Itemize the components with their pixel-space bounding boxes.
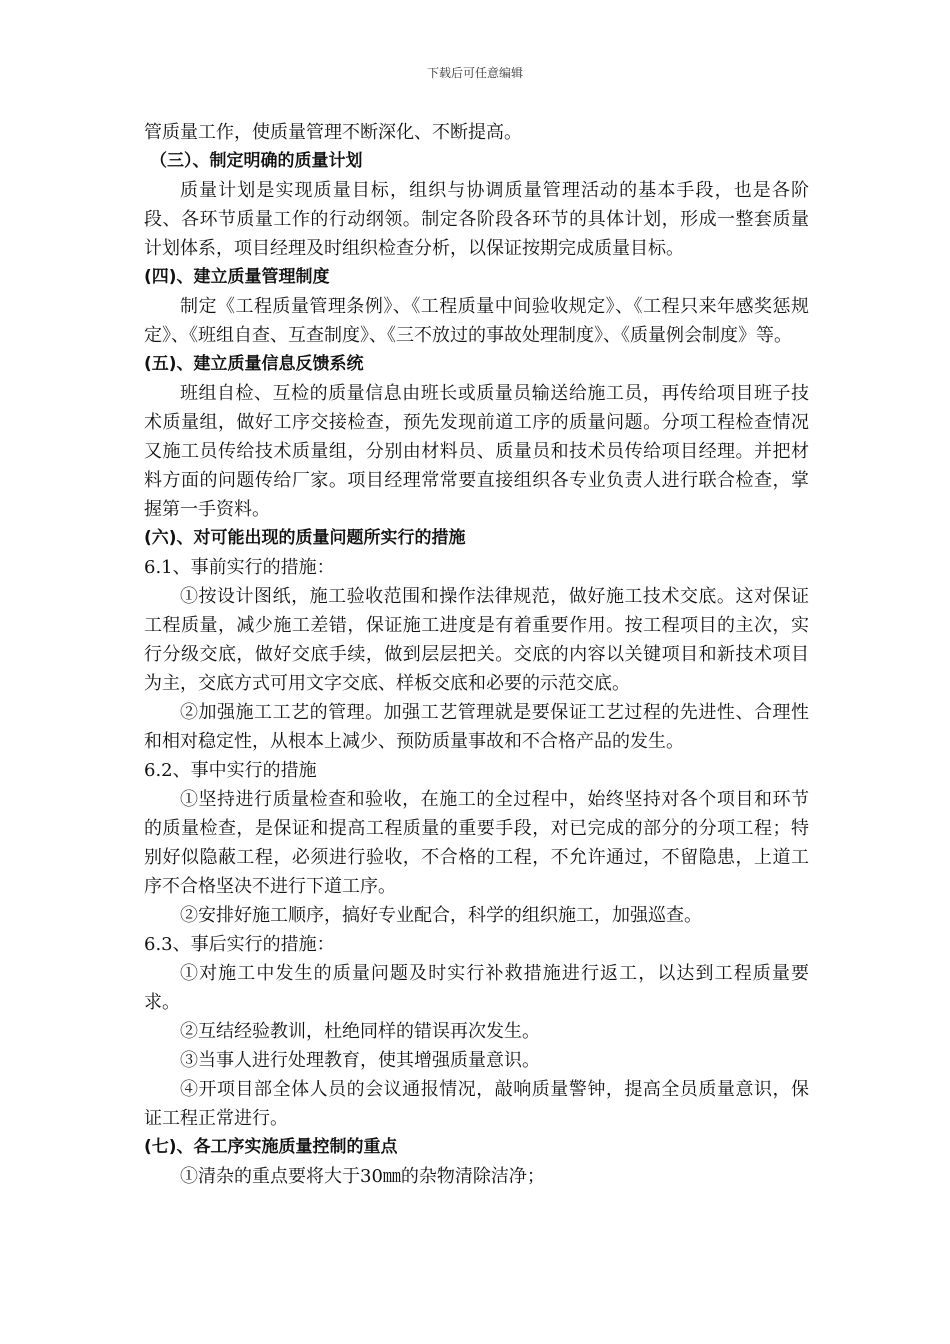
paragraph: ④开项目部全体人员的会议通报情况，敲响质量警钟，提高全员质量意识，保证工程正常进行。 [144,1079,809,1129]
subsection-6-3: 6.3、事后实行的措施： [144,934,335,955]
paragraph: 制定《工程质量管理条例》、《工程质量中间验收规定》、《工程只来年感奖惩规定》、《班组自查、互查制度》、《三不放过的事故处理制度》、《质量例会制度》等。 [144,296,809,346]
paragraph: ①坚持进行质量检查和验收，在施工的全过程中，始终坚持对各个项目和环节的质量检查，是保证和提高工程质量的重要手段，对已完成的部分的分项工程；特别好似隐蔽工程，必须进行验收，不合格的工程，不允许通过，不留隐患，上道工序不合格坚决不进行下道工序。 [144,789,809,897]
paragraph: ①按设计图纸，施工验收范围和操作法律规范，做好施工技术交底。这对保证工程质量，减少施工差错，保证施工进度是有着重要作用。按工程项目的主次，实行分级交底，做好交底手续，做到层层把关。交底的内容以关键项目和新技术项目为主，交底方式可用文字交底、样板交底和必要的示范交底。 [144,586,809,694]
paragraph: ②安排好施工顺序，搞好专业配合，科学的组织施工，加强巡查。 [180,905,702,926]
paragraph: ③当事人进行处理教育，使其增强质量意识。 [180,1050,540,1071]
section-heading-4: (四)、建立质量管理制度 [144,267,330,287]
paragraph: ①清杂的重点要将大于30㎜的杂物清除洁净； [180,1166,545,1187]
paragraph: ①对施工中发生的质量问题及时实行补救措施进行返工，以达到工程质量要求。 [144,963,809,1013]
section-heading-3: （三）、制定明确的质量计划 [150,151,363,171]
section-heading-6: (六)、对可能出现的质量问题所实行的措施 [144,528,466,548]
subsection-6-1: 6.1、事前实行的措施： [144,557,335,578]
paragraph: ②加强施工工艺的管理。加强工艺管理就是要保证工艺过程的先进性、合理性和相对稳定性，从根本上减少、预防质量事故和不合格产品的发生。 [144,702,809,752]
subsection-6-2: 6.2、事中实行的措施 [144,760,317,781]
section-heading-5: (五)、建立质量信息反馈系统 [144,354,364,374]
paragraph: 质量计划是实现质量目标，组织与协调质量管理活动的基本手段，也是各阶段、各环节质量工作的行动纲领。制定各阶段各环节的具体计划，形成一整套质量计划体系，项目经理及时组织检查分析，以保证按期完成质量目标。 [144,180,809,259]
document-body [144,118,809,1191]
section-heading-7: (七)、各工序实施质量控制的重点 [144,1137,398,1157]
paragraph: 班组自检、互检的质量信息由班长或质量员输送给施工员，再传给项目班子技术质量组，做好工序交接检查，预先发现前道工序的质量问题。分项工程检查情况又施工员传给技术质量组，分别由材料员、质量员和技术员传给项目经理。并把材料方面的问题传给厂家。项目经理常常要直接组织各专业负责人进行联合检查，掌握第一手资料。 [144,383,809,520]
page-header: 下载后可任意编辑 [426,66,523,80]
paragraph: ②互结经验教训，杜绝同样的错误再次发生。 [180,1021,540,1042]
paragraph: 管质量工作，使质量管理不断深化、不断提高。 [144,122,522,143]
